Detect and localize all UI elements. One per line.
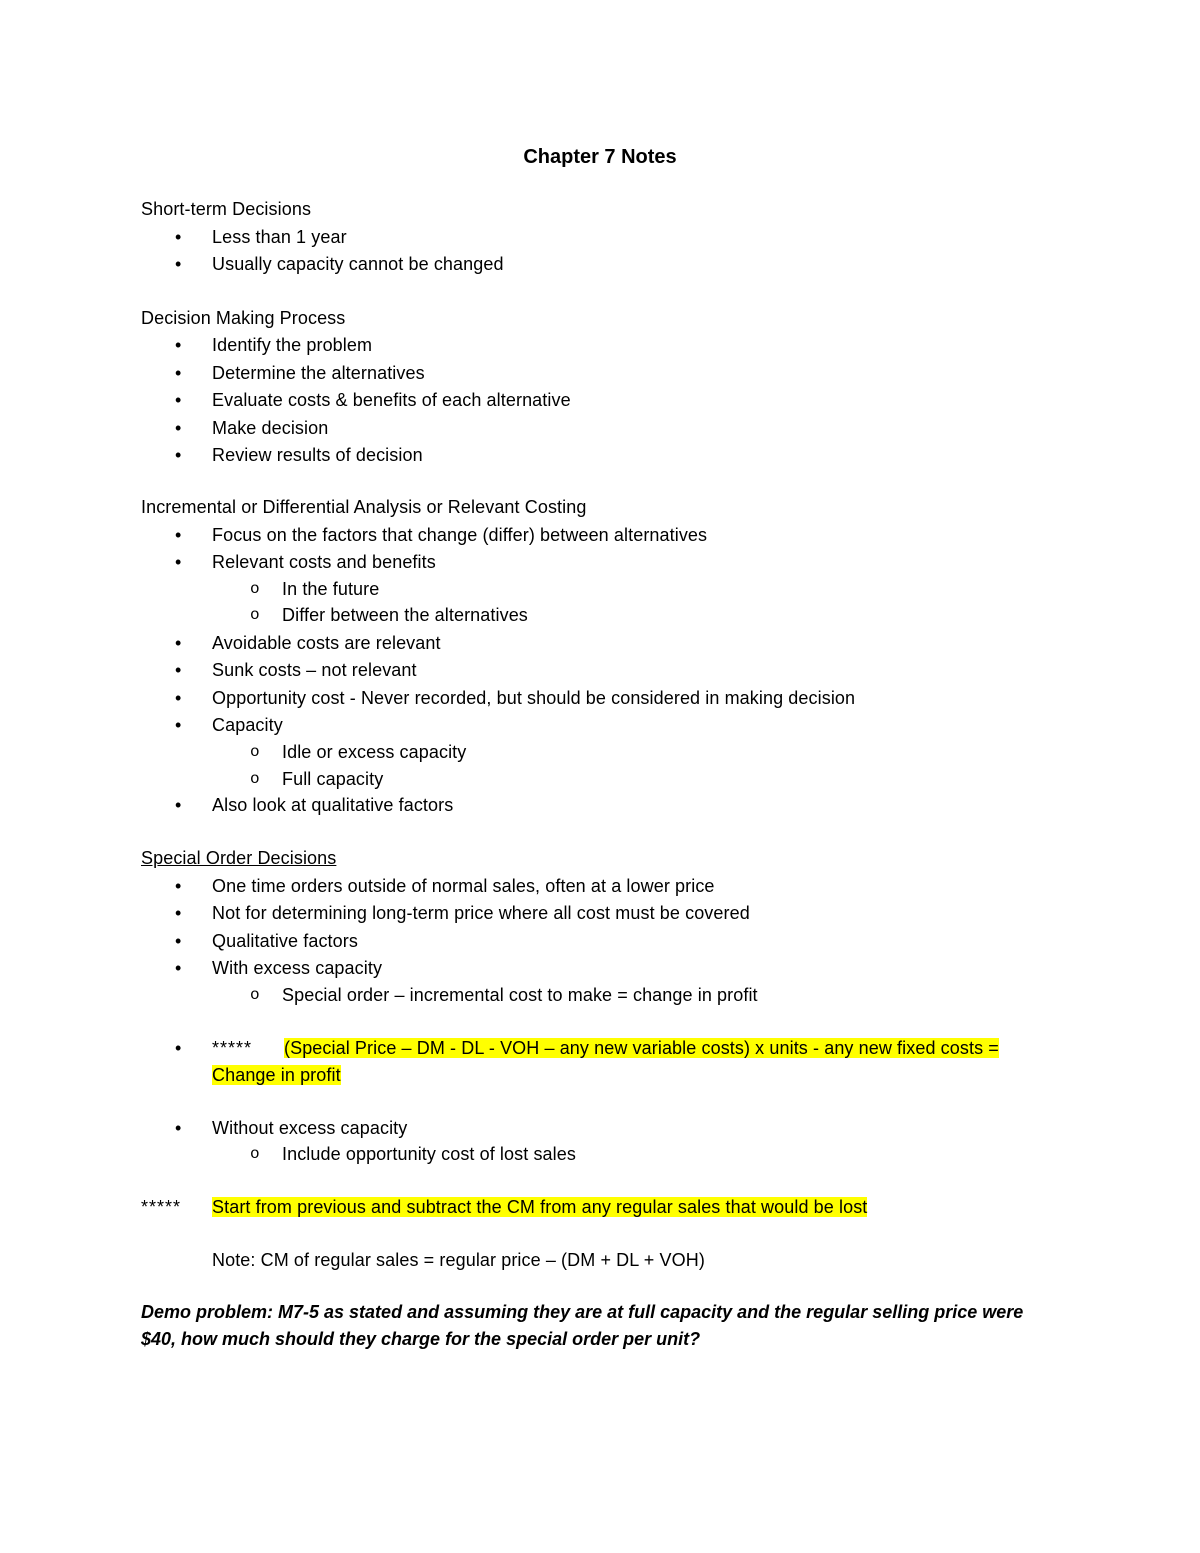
sub-list-item: Idle or excess capacity [282, 742, 467, 762]
bullet-icon: • [175, 418, 182, 438]
bullet-icon: • [175, 335, 182, 355]
list-item: Evaluate costs & benefits of each alternative [212, 390, 571, 410]
list-item: Focus on the factors that change (differ) between alternatives [212, 525, 708, 545]
list-item: Relevant costs and benefits [212, 552, 436, 572]
bullet-icon: • [175, 876, 182, 896]
section-heading-special-order: Special Order Decisions [141, 848, 337, 868]
highlighted-start-from [212, 1195, 867, 1219]
list-item: Qualitative factors [212, 931, 358, 951]
list-item: Determine the alternatives [212, 363, 425, 383]
list-item: With excess capacity [212, 958, 383, 978]
bullet-icon: • [175, 1038, 182, 1058]
list-item: Opportunity cost - Never recorded, but should be considered in making decision [212, 688, 856, 708]
bullet-icon: • [175, 688, 182, 708]
list-item: Review results of decision [212, 445, 423, 465]
list-item: Sunk costs – not relevant [212, 660, 417, 680]
bullet-icon: • [175, 795, 182, 815]
sub-list-item: Differ between the alternatives [282, 605, 528, 625]
bullet-icon: • [175, 715, 182, 735]
stars-marker: ***** [141, 1197, 182, 1217]
sub-list-item: In the future [282, 579, 380, 599]
list-item: Not for determining long-term price where all cost must be covered [212, 903, 750, 923]
bullet-icon: • [175, 903, 182, 923]
bullet-icon: • [175, 552, 182, 572]
bullet-icon: • [175, 633, 182, 653]
bullet-icon: • [175, 445, 182, 465]
bullet-icon: • [175, 227, 182, 247]
list-item: Identify the problem [212, 335, 373, 355]
section-heading-decision-process: Decision Making Process [141, 308, 346, 328]
sub-bullet-icon: o [250, 986, 260, 1004]
sub-bullet-icon: o [250, 743, 260, 761]
list-item: Also look at qualitative factors [212, 795, 454, 815]
formula-line-1: (Special Price – DM - DL - VOH – any new variable costs) x units - any new fixed costs = [284, 1038, 999, 1058]
bullet-icon: • [175, 390, 182, 410]
list-item: Less than 1 year [212, 227, 347, 247]
sub-list-item: Special order – incremental cost to make = change in profit [282, 985, 758, 1005]
stars-marker: ***** [212, 1038, 253, 1058]
bullet-icon: • [175, 958, 182, 978]
sub-bullet-icon: o [250, 580, 260, 598]
sub-list-item: Include opportunity cost of lost sales [282, 1144, 576, 1164]
highlighted-formula-cont [212, 1063, 341, 1087]
list-item: Usually capacity cannot be changed [212, 254, 504, 274]
note-line: Note: CM of regular sales = regular price – (DM + DL + VOH) [212, 1250, 705, 1270]
section-heading-incremental: Incremental or Differential Analysis or Relevant Costing [141, 497, 587, 517]
bullet-icon: • [175, 363, 182, 383]
bullet-icon: • [175, 1118, 182, 1138]
formula-line-2: Change in profit [212, 1065, 341, 1085]
bullet-icon: • [175, 931, 182, 951]
sub-list-item: Full capacity [282, 769, 384, 789]
list-item: One time orders outside of normal sales, often at a lower price [212, 876, 715, 896]
sub-bullet-icon: o [250, 606, 260, 624]
list-item: Make decision [212, 418, 329, 438]
bullet-icon: • [175, 525, 182, 545]
start-from-text: Start from previous and subtract the CM from any regular sales that would be lost [212, 1197, 868, 1217]
sub-bullet-icon: o [250, 770, 260, 788]
sub-bullet-icon: o [250, 1145, 260, 1163]
highlighted-formula [284, 1036, 999, 1060]
bullet-icon: • [175, 254, 182, 274]
list-item: Avoidable costs are relevant [212, 633, 441, 653]
list-item: Capacity [212, 715, 283, 735]
demo-problem: Demo problem: M7-5 as stated and assuming they are at full capacity and the regular selling price were $40, how much should they charge for the special order per unit? [141, 1302, 1024, 1349]
page-title: Chapter 7 Notes [523, 146, 677, 168]
bullet-icon: • [175, 660, 182, 680]
section-heading-short-term: Short-term Decisions [141, 199, 312, 219]
list-item: Without excess capacity [212, 1118, 408, 1138]
